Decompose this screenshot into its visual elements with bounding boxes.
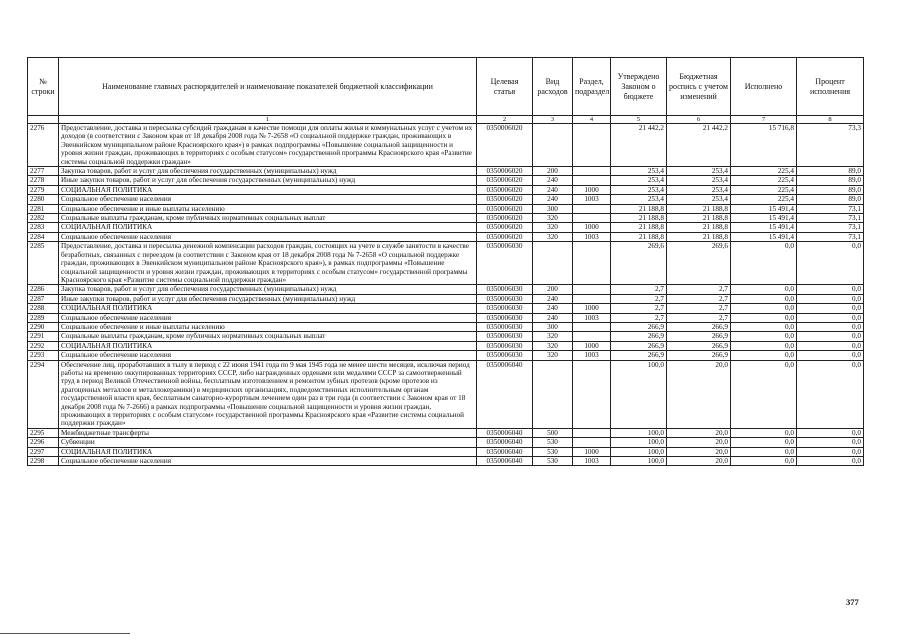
execution-percent: 89,0: [797, 185, 864, 194]
table-row: [28, 332, 864, 341]
budget-painting-amount: 266,9: [667, 341, 731, 350]
section-code: [573, 438, 611, 447]
indicator-name: Закупка товаров, работ и услуг для обеспечения государственных (муниципальных) нужд: [59, 285, 477, 294]
row-number: 2280: [28, 195, 59, 204]
row-number: 2279: [28, 185, 59, 194]
indicator-name: Социальные выплаты гражданам, кроме публичных нормативных социальных выплат: [59, 332, 477, 341]
section-code: [573, 285, 611, 294]
execution-percent: 73,1: [797, 223, 864, 232]
execution-percent: 89,0: [797, 176, 864, 185]
executed-amount: 0,0: [731, 447, 797, 456]
execution-percent: 0,0: [797, 428, 864, 437]
approved-amount: 100,0: [611, 428, 667, 437]
expense-type: [533, 124, 573, 167]
target-article: 0350006020: [477, 185, 533, 194]
row-number: 2298: [28, 457, 59, 466]
section-code: [573, 214, 611, 223]
section-code: [573, 167, 611, 176]
expense-type: 320: [533, 214, 573, 223]
target-article: 0350006040: [477, 438, 533, 447]
executed-amount: 0,0: [731, 332, 797, 341]
table-row: [28, 204, 864, 213]
row-number: 2285: [28, 242, 59, 285]
executed-amount: 0,0: [731, 428, 797, 437]
row-number: 2283: [28, 223, 59, 232]
column-number: 3: [533, 116, 573, 124]
target-article: 0350006030: [477, 322, 533, 331]
expense-type: 530: [533, 438, 573, 447]
section-code: [573, 322, 611, 331]
expense-type: 240: [533, 313, 573, 322]
table-row: [28, 457, 864, 466]
target-article: 0350006040: [477, 447, 533, 456]
approved-amount: 253,4: [611, 195, 667, 204]
budget-painting-amount: 266,9: [667, 332, 731, 341]
approved-amount: 253,4: [611, 167, 667, 176]
approved-amount: 266,9: [611, 332, 667, 341]
indicator-name: СОЦИАЛЬНАЯ ПОЛИТИКА: [59, 185, 477, 194]
row-number: 2297: [28, 447, 59, 456]
expense-type: [533, 242, 573, 285]
target-article: 0350006020: [477, 124, 533, 167]
budget-painting-amount: 20,0: [667, 457, 731, 466]
row-number: 2278: [28, 176, 59, 185]
target-article: 0350006040: [477, 360, 533, 428]
approved-amount: 2,7: [611, 285, 667, 294]
indicator-name: Социальное обеспечение и иные выплаты населению: [59, 204, 477, 213]
expense-type: 240: [533, 294, 573, 303]
indicator-name: СОЦИАЛЬНАЯ ПОЛИТИКА: [59, 447, 477, 456]
target-article: 0350006030: [477, 332, 533, 341]
approved-amount: 2,7: [611, 313, 667, 322]
execution-percent: 0,0: [797, 313, 864, 322]
section-code: 1000: [573, 341, 611, 350]
budget-painting-amount: 269,6: [667, 242, 731, 285]
approved-amount: 253,4: [611, 185, 667, 194]
approved-amount: 266,9: [611, 341, 667, 350]
table-row: [28, 176, 864, 185]
indicator-name: Социальное обеспечение населения: [59, 232, 477, 241]
target-article: 0350006020: [477, 223, 533, 232]
table-row: [28, 447, 864, 456]
row-number: 2289: [28, 313, 59, 322]
indicator-name: Предоставление, доставка и пересылка субсидий гражданам в качестве помощи для оплаты жилья и коммунальных услуг с учетом их доходов (в соответствии с Законом края от 18 декабря 2008 года № 7-2658 «О социальной поддержке граждан, проживающих в Эвенкийском муниципальном районе Красноярского края») в рамках подпрограммы «Повышение социальной защищенности и уровня жизни граждан, проживающих в территориях с особым статусом» государственной программы Красноярского края «Развитие системы социальной поддержки граждан»: [59, 124, 477, 167]
expense-type: 320: [533, 351, 573, 360]
row-number: 2282: [28, 214, 59, 223]
header-approved: Утверждено Законом о бюджете: [611, 58, 667, 116]
section-code: [573, 428, 611, 437]
expense-type: 530: [533, 447, 573, 456]
column-number: 7: [731, 116, 797, 124]
expense-type: [533, 360, 573, 428]
column-number: 5: [611, 116, 667, 124]
table-row: [28, 304, 864, 313]
section-code: 1000: [573, 223, 611, 232]
row-number: 2296: [28, 438, 59, 447]
budget-painting-amount: 2,7: [667, 304, 731, 313]
section-code: 1003: [573, 232, 611, 241]
table-row: [28, 195, 864, 204]
expense-type: 300: [533, 322, 573, 331]
approved-amount: 21 188,8: [611, 214, 667, 223]
target-article: 0350006040: [477, 457, 533, 466]
header-target-article: Целевая статья: [477, 58, 533, 116]
indicator-name: Социальное обеспечение и иные выплаты населению: [59, 322, 477, 331]
budget-painting-amount: 253,4: [667, 176, 731, 185]
indicator-name: Обеспечение лиц, проработавших в тылу в период с 22 июня 1941 года по 9 мая 1945 года не менее шести месяцев, исключая период работы на временно оккупированных территориях СССР, либо награжденных орденами или медалями СССР за самоотверженный труд в период Великой Отечественной войны, бесплатным изготовлением и ремонтом зубных протезов (кроме протезов из драгоценных металлов и металлокерамики) в медицинских организациях, подведомственных исполнительным органам государственной власти края, бесплатным санаторно-курортным лечением один раз в три года (в соответствии с Законом края от 18 декабря 2008 года № 7-2666) в рамках подпрограммы «Повышение социальной защищенности и уровня жизни граждан, проживающих в территориях с особым статусом» государственной программы Красноярского края «Развитие системы социальной поддержки граждан»: [59, 360, 477, 428]
expense-type: 240: [533, 185, 573, 194]
executed-amount: 225,4: [731, 167, 797, 176]
table-row: [28, 185, 864, 194]
expense-type: 320: [533, 341, 573, 350]
expense-type: 530: [533, 457, 573, 466]
expense-type: 240: [533, 195, 573, 204]
execution-percent: 73,3: [797, 124, 864, 167]
approved-amount: 100,0: [611, 457, 667, 466]
execution-percent: 0,0: [797, 360, 864, 428]
row-number: 2277: [28, 167, 59, 176]
expense-type: 300: [533, 204, 573, 213]
indicator-name: Межбюджетные трансферты: [59, 428, 477, 437]
table-row: [28, 438, 864, 447]
execution-percent: 73,1: [797, 204, 864, 213]
section-code: 1000: [573, 304, 611, 313]
table-row: [28, 232, 864, 241]
row-number: 2276: [28, 124, 59, 167]
indicator-name: Социальные выплаты гражданам, кроме публичных нормативных социальных выплат: [59, 214, 477, 223]
approved-amount: 269,6: [611, 242, 667, 285]
executed-amount: 0,0: [731, 457, 797, 466]
target-article: 0350006030: [477, 341, 533, 350]
section-code: [573, 176, 611, 185]
execution-percent: 0,0: [797, 332, 864, 341]
indicator-name: СОЦИАЛЬНАЯ ПОЛИТИКА: [59, 223, 477, 232]
execution-percent: 0,0: [797, 438, 864, 447]
executed-amount: 225,4: [731, 176, 797, 185]
target-article: 0350006030: [477, 294, 533, 303]
target-article: 0350006030: [477, 242, 533, 285]
expense-type: 500: [533, 428, 573, 437]
budget-painting-amount: 266,9: [667, 322, 731, 331]
indicator-name: Иные закупки товаров, работ и услуг для обеспечения государственных (муниципальных) нужд: [59, 294, 477, 303]
row-number: 2294: [28, 360, 59, 428]
section-code: [573, 242, 611, 285]
expense-type: 320: [533, 223, 573, 232]
table-row: [28, 223, 864, 232]
target-article: 0350006020: [477, 176, 533, 185]
executed-amount: 225,4: [731, 195, 797, 204]
approved-amount: 21 188,8: [611, 223, 667, 232]
executed-amount: 15 491,4: [731, 214, 797, 223]
executed-amount: 15 491,4: [731, 204, 797, 213]
table-row: [28, 322, 864, 331]
target-article: 0350006040: [477, 428, 533, 437]
indicator-name: Социальное обеспечение населения: [59, 195, 477, 204]
section-code: 1000: [573, 185, 611, 194]
row-number: 2287: [28, 294, 59, 303]
target-article: 0350006030: [477, 285, 533, 294]
target-article: 0350006020: [477, 167, 533, 176]
table-row: [28, 167, 864, 176]
table-row: [28, 124, 864, 167]
indicator-name: СОЦИАЛЬНАЯ ПОЛИТИКА: [59, 304, 477, 313]
executed-amount: 0,0: [731, 304, 797, 313]
execution-percent: 73,1: [797, 214, 864, 223]
execution-percent: 0,0: [797, 447, 864, 456]
column-number: 2: [477, 116, 533, 124]
expense-type: 240: [533, 176, 573, 185]
executed-amount: 0,0: [731, 285, 797, 294]
approved-amount: 21 188,8: [611, 232, 667, 241]
execution-percent: 0,0: [797, 294, 864, 303]
target-article: 0350006030: [477, 351, 533, 360]
table-row: [28, 428, 864, 437]
executed-amount: 15 716,8: [731, 124, 797, 167]
row-number: 2286: [28, 285, 59, 294]
indicator-name: Иные закупки товаров, работ и услуг для обеспечения государственных (муниципальных) нужд: [59, 176, 477, 185]
budget-painting-amount: 20,0: [667, 428, 731, 437]
executed-amount: 0,0: [731, 294, 797, 303]
target-article: 0350006030: [477, 313, 533, 322]
executed-amount: 225,4: [731, 185, 797, 194]
executed-amount: 0,0: [731, 322, 797, 331]
row-number: 2284: [28, 232, 59, 241]
execution-percent: 89,0: [797, 167, 864, 176]
budget-painting-amount: 266,9: [667, 351, 731, 360]
header-name: Наименование главных распорядителей и наименование показателей бюджетной классификации: [59, 58, 477, 116]
budget-painting-amount: 21 442,2: [667, 124, 731, 167]
budget-painting-amount: 2,7: [667, 285, 731, 294]
indicator-name: Закупка товаров, работ и услуг для обеспечения государственных (муниципальных) нужд: [59, 167, 477, 176]
executed-amount: 15 491,4: [731, 223, 797, 232]
expense-type: 320: [533, 232, 573, 241]
row-number: 2295: [28, 428, 59, 437]
approved-amount: 2,7: [611, 304, 667, 313]
table-body: [28, 116, 864, 466]
approved-amount: 266,9: [611, 322, 667, 331]
budget-painting-amount: 253,4: [667, 185, 731, 194]
target-article: 0350006020: [477, 195, 533, 204]
target-article: 0350006020: [477, 232, 533, 241]
indicator-name: Социальное обеспечение населения: [59, 351, 477, 360]
approved-amount: 21 188,8: [611, 204, 667, 213]
target-article: 0350006030: [477, 304, 533, 313]
budget-painting-amount: 253,4: [667, 195, 731, 204]
executed-amount: 0,0: [731, 360, 797, 428]
header-section: Раздел, подраздел: [573, 58, 611, 116]
scan-edge-line: [0, 633, 130, 634]
approved-amount: 100,0: [611, 447, 667, 456]
budget-execution-table: [27, 57, 864, 466]
indicator-name: Социальное обеспечение населения: [59, 457, 477, 466]
execution-percent: 0,0: [797, 242, 864, 285]
row-number: 2291: [28, 332, 59, 341]
execution-percent: 0,0: [797, 322, 864, 331]
budget-painting-amount: 2,7: [667, 294, 731, 303]
expense-type: 320: [533, 332, 573, 341]
column-number: 8: [797, 116, 864, 124]
header-row-number: № строки: [28, 58, 59, 116]
header-percent: Процент исполнения: [797, 58, 864, 116]
table-row: [28, 341, 864, 350]
column-number-row: [28, 116, 864, 124]
execution-percent: 0,0: [797, 351, 864, 360]
header-expense-type: Вид расходов: [533, 58, 573, 116]
budget-painting-amount: 21 188,8: [667, 223, 731, 232]
execution-percent: 89,0: [797, 195, 864, 204]
section-code: 1003: [573, 351, 611, 360]
section-code: 1003: [573, 195, 611, 204]
executed-amount: 0,0: [731, 313, 797, 322]
indicator-name: Предоставление, доставка и пересылка денежной компенсации расходов граждан, состоящих на учете в службе занятости в качестве безработных, связанных с переездом (в соответствии с Законом края от 18 декабря 2008 года № 7-2658 «О социальной поддержке граждан, проживающих в Эвенкийском муниципальном районе Красноярского края»), в рамках подпрограммы «Повышение социальной защищенности и уровня жизни граждан, проживающих в территориях с особым статусом» государственной программы Красноярского края «Развитие системы социальной поддержки граждан»: [59, 242, 477, 285]
section-code: [573, 294, 611, 303]
budget-painting-amount: 21 188,8: [667, 214, 731, 223]
section-code: [573, 332, 611, 341]
execution-percent: 0,0: [797, 457, 864, 466]
table-row: [28, 294, 864, 303]
approved-amount: 253,4: [611, 176, 667, 185]
executed-amount: 0,0: [731, 341, 797, 350]
table-row: [28, 313, 864, 322]
row-number: 2290: [28, 322, 59, 331]
header-budget-painting: Бюджетная роспись с учетом изменений: [667, 58, 731, 116]
column-number: 1: [59, 116, 477, 124]
indicator-name: Социальное обеспечение населения: [59, 313, 477, 322]
execution-percent: 73,1: [797, 232, 864, 241]
column-number: 6: [667, 116, 731, 124]
section-code: [573, 360, 611, 428]
row-number: 2293: [28, 351, 59, 360]
row-number: 2292: [28, 341, 59, 350]
row-number: 2288: [28, 304, 59, 313]
budget-painting-amount: 21 188,8: [667, 232, 731, 241]
header-row: [28, 58, 864, 116]
executed-amount: 0,0: [731, 351, 797, 360]
indicator-name: СОЦИАЛЬНАЯ ПОЛИТИКА: [59, 341, 477, 350]
indicator-name: Субвенции: [59, 438, 477, 447]
execution-percent: 0,0: [797, 285, 864, 294]
budget-painting-amount: 20,0: [667, 360, 731, 428]
section-code: 1003: [573, 313, 611, 322]
section-code: [573, 204, 611, 213]
row-number: 2281: [28, 204, 59, 213]
expense-type: 200: [533, 167, 573, 176]
page-number: 377: [846, 597, 859, 607]
section-code: 1003: [573, 457, 611, 466]
table-row: [28, 351, 864, 360]
budget-painting-amount: 253,4: [667, 167, 731, 176]
budget-painting-amount: 20,0: [667, 447, 731, 456]
expense-type: 200: [533, 285, 573, 294]
budget-painting-amount: 20,0: [667, 438, 731, 447]
target-article: 0350006020: [477, 214, 533, 223]
table-row: [28, 360, 864, 428]
executed-amount: 0,0: [731, 438, 797, 447]
table-row: [28, 285, 864, 294]
approved-amount: 100,0: [611, 360, 667, 428]
approved-amount: 2,7: [611, 294, 667, 303]
budget-painting-amount: 2,7: [667, 313, 731, 322]
section-code: [573, 124, 611, 167]
approved-amount: 21 442,2: [611, 124, 667, 167]
column-number: [28, 116, 59, 124]
executed-amount: 15 491,4: [731, 232, 797, 241]
table-row: [28, 214, 864, 223]
executed-amount: 0,0: [731, 242, 797, 285]
approved-amount: 266,9: [611, 351, 667, 360]
section-code: 1000: [573, 447, 611, 456]
table-row: [28, 242, 864, 285]
column-number: 4: [573, 116, 611, 124]
execution-percent: 0,0: [797, 304, 864, 313]
approved-amount: 100,0: [611, 438, 667, 447]
header-executed: Исполнено: [731, 58, 797, 116]
budget-painting-amount: 21 188,8: [667, 204, 731, 213]
expense-type: 240: [533, 304, 573, 313]
execution-percent: 0,0: [797, 341, 864, 350]
target-article: 0350006020: [477, 204, 533, 213]
